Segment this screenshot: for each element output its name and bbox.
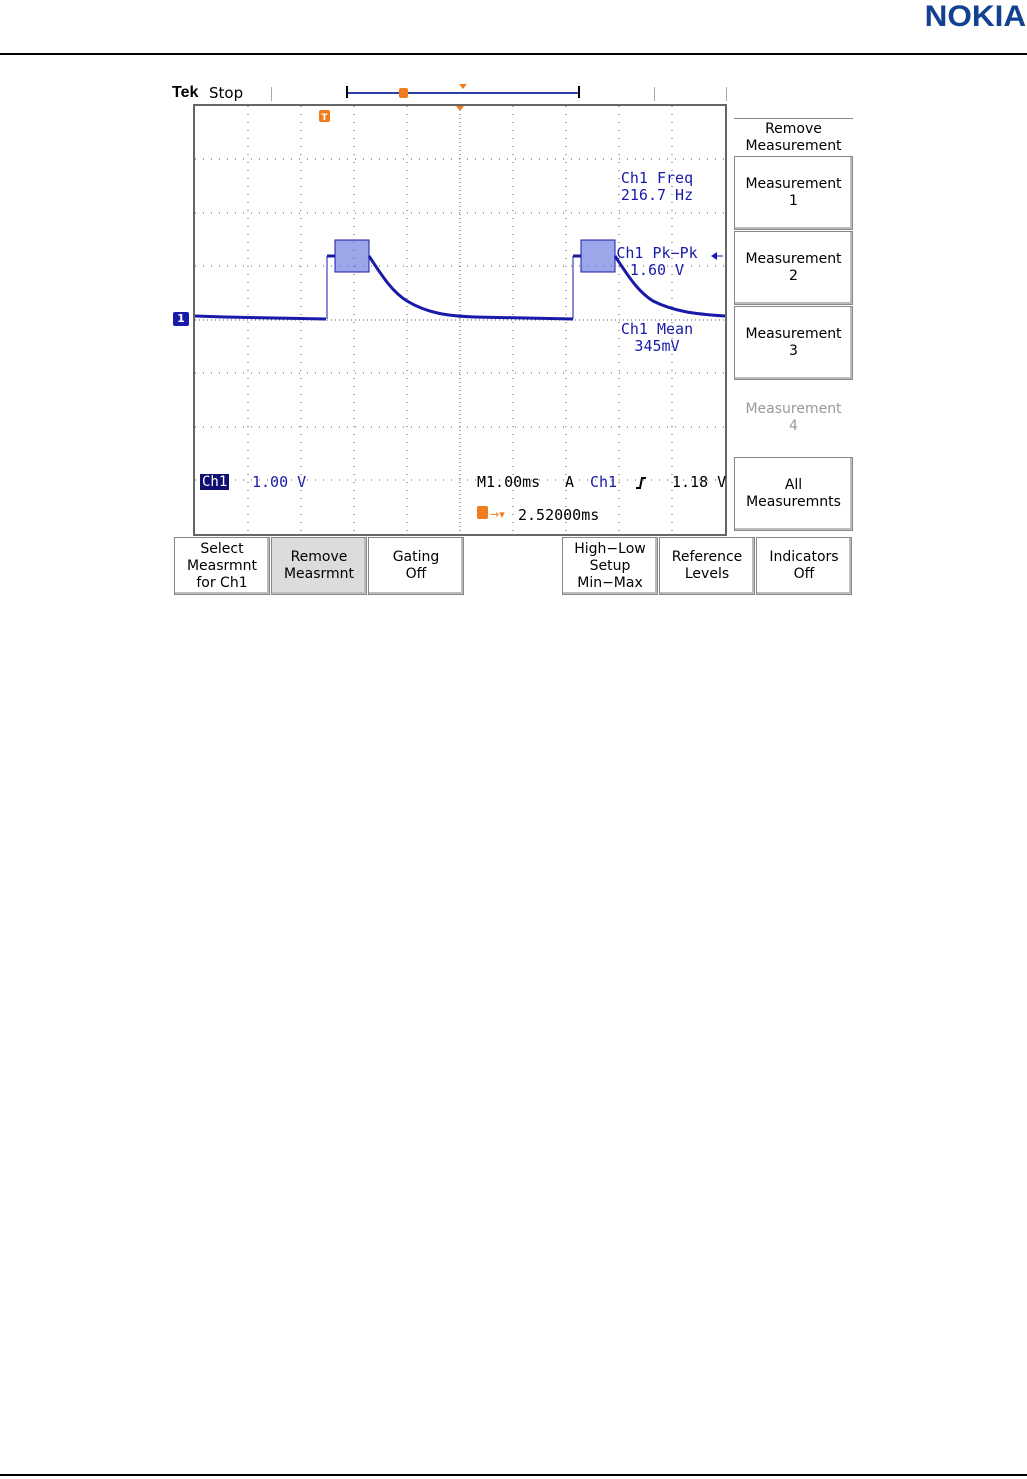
measurement-1 — [602, 170, 712, 204]
trigger-level: 1.18 V — [672, 473, 727, 491]
measurement-3-button[interactable]: Measurement 3 — [734, 306, 853, 380]
measurement-2 — [602, 245, 712, 279]
measurement-1-button[interactable]: Measurement 1 — [734, 156, 853, 230]
record-position-arrow-icon — [459, 84, 467, 89]
header-divider — [271, 87, 272, 101]
oscilloscope-screenshot — [172, 84, 857, 600]
header-rule — [0, 53, 1027, 55]
high-low-setup-button[interactable]: High−Low Setup Min−Max — [562, 537, 658, 595]
trigger-mode: A — [565, 473, 575, 491]
reference-levels-button[interactable]: Reference Levels — [659, 537, 755, 595]
volts-per-div: 1.00 V — [252, 473, 307, 491]
measurement-4-button[interactable]: Measurement 4 — [734, 381, 853, 455]
side-menu-title: Remove Measurement — [734, 118, 853, 155]
measurement-label: Ch1 Freq — [620, 169, 694, 187]
remove-measurement-button[interactable]: Remove Measrmnt — [271, 537, 367, 595]
select-measurement-button[interactable]: Select Measrmnt for Ch1 — [174, 537, 270, 595]
record-bracket-right — [578, 86, 580, 98]
footer-rule — [0, 1474, 1027, 1476]
measurement-value: 1.60 V — [629, 261, 685, 279]
trigger-source: Ch1 — [590, 473, 618, 491]
all-measurements-button[interactable]: All Measuremnts — [734, 457, 853, 531]
delay-arrow-icon: →▾ — [490, 508, 505, 521]
trigger-position: 2.52000ms — [518, 506, 600, 524]
record-trigger-icon — [399, 88, 408, 98]
ch1-channel-tag: Ch1 — [202, 474, 228, 490]
bottom-menu — [172, 537, 857, 597]
header-divider — [726, 87, 727, 101]
measurement-3 — [602, 321, 712, 355]
measurement-2-button[interactable]: Measurement 2 — [734, 231, 853, 305]
svg-text:T: T — [321, 113, 328, 123]
measurement-value: 345mV — [634, 337, 680, 355]
header-divider — [654, 87, 655, 101]
trigger-delay-icon — [477, 506, 488, 519]
measurement-value: 216.7 Hz — [620, 186, 694, 204]
timebase: M1.00ms — [477, 473, 541, 491]
measurement-label: Ch1 Mean — [620, 320, 694, 338]
acquisition-state: Stop — [209, 84, 244, 102]
record-length-bar — [348, 92, 578, 94]
ch1-ground-marker-icon: 1 — [173, 312, 189, 326]
rising-edge-icon — [634, 476, 648, 490]
indicators-button[interactable]: Indicators Off — [756, 537, 852, 595]
trigger-arrow-icon — [456, 106, 464, 111]
measurement-label: Ch1 Pk−Pk — [616, 244, 698, 262]
tek-logo: Tek — [172, 84, 199, 101]
nokia-logo: NOKIA — [924, 0, 1027, 33]
gating-button[interactable]: Gating Off — [368, 537, 464, 595]
